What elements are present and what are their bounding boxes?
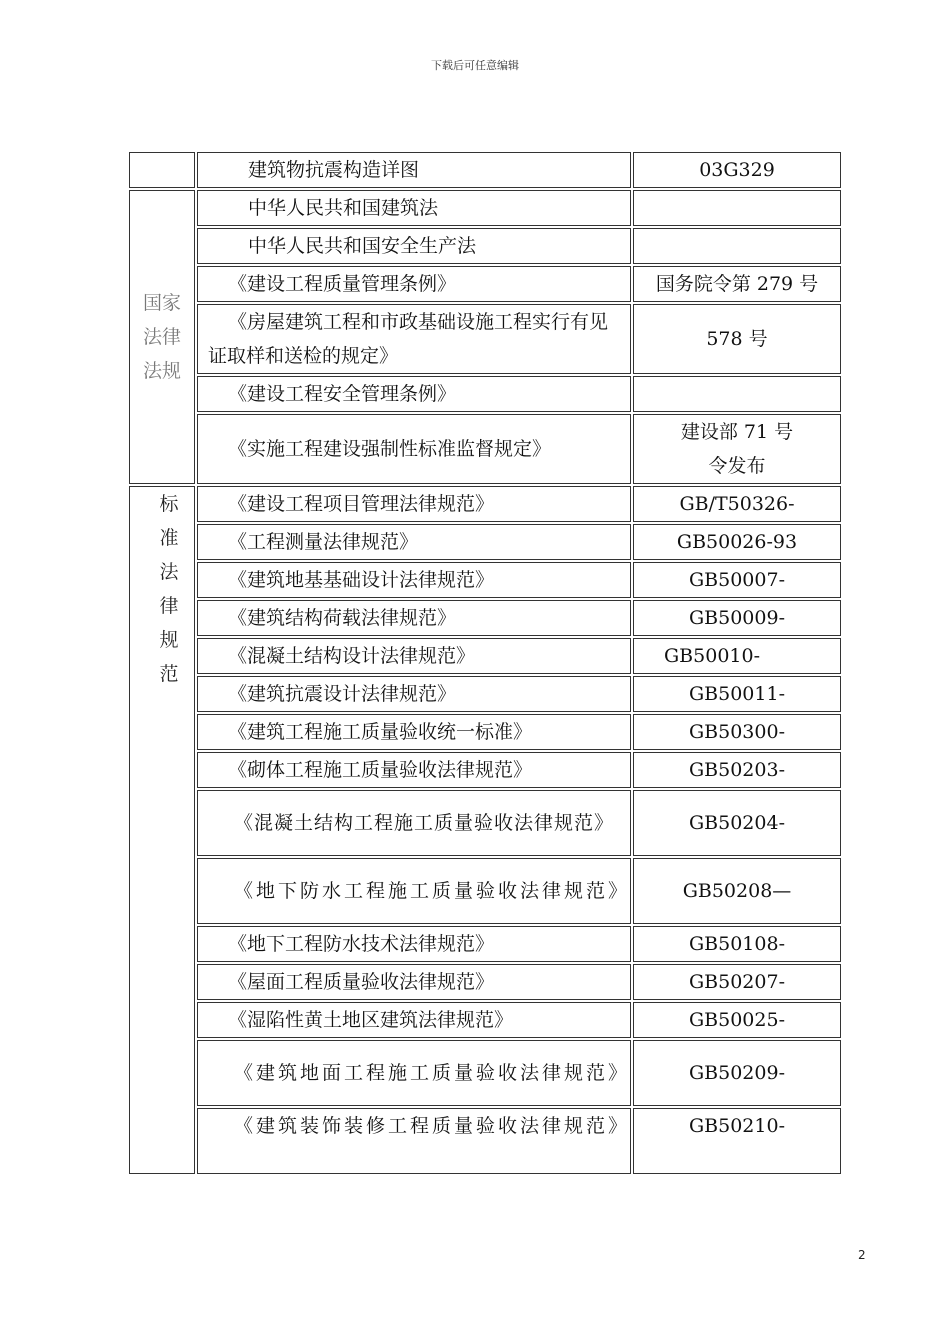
table-row (129, 486, 841, 522)
regulation-code: GB50007- (633, 562, 841, 598)
table-row (129, 190, 841, 226)
regulation-name: 《房屋建筑工程和市政基础设施工程实行有见证取样和送检的规定》 (197, 304, 631, 374)
regulation-code: GB50025- (633, 1002, 841, 1038)
regulation-code: GB50026-93 (633, 524, 841, 560)
regulation-code: 578 号 (633, 304, 841, 374)
regulation-code: GB50010- (633, 638, 841, 674)
regulation-code: GB50210- (633, 1108, 841, 1174)
code-line: 令发布 (708, 455, 766, 477)
table-row (129, 858, 841, 924)
category-line: 法 (159, 561, 179, 583)
regulation-code (633, 414, 841, 484)
table-row (129, 304, 841, 374)
category-line: 国家 (142, 292, 181, 314)
regulation-name: 《建设工程质量管理条例》 (197, 266, 631, 302)
category-line: 标 (159, 493, 179, 515)
regulation-name: 《建筑结构荷载法律规范》 (197, 600, 631, 636)
regulations-table (127, 150, 843, 1176)
regulation-name: 《建筑装饰装修工程质量验收法律规范》 (197, 1108, 631, 1174)
regulation-code: GB/T50326- (633, 486, 841, 522)
regulation-name: 《建筑抗震设计法律规范》 (197, 676, 631, 712)
table-row (129, 562, 841, 598)
table-row (129, 638, 841, 674)
table-row (129, 964, 841, 1000)
table-row (129, 790, 841, 856)
regulation-code: GB50204- (633, 790, 841, 856)
regulation-name: 《湿陷性黄土地区建筑法律规范》 (197, 1002, 631, 1038)
regulation-name: 《砌体工程施工质量验收法律规范》 (197, 752, 631, 788)
table-row (129, 600, 841, 636)
regulation-code (633, 376, 841, 412)
code-line: 建设部 71 号 (680, 421, 794, 443)
page-number: 2 (858, 1248, 866, 1262)
regulation-name: 《建筑地面工程施工质量验收法律规范》 (197, 1040, 631, 1106)
regulation-code: GB50208— (633, 858, 841, 924)
table-row (129, 926, 841, 962)
category-laws (129, 190, 195, 484)
category-cell (129, 152, 195, 188)
regulation-name: 《地下工程防水技术法律规范》 (197, 926, 631, 962)
category-line: 律 (159, 595, 179, 617)
regulation-name: 中华人民共和国建筑法 (197, 190, 631, 226)
table-row (129, 228, 841, 264)
table-row (129, 1040, 841, 1106)
regulation-name: 《建筑工程施工质量验收统一标准》 (197, 714, 631, 750)
regulation-name: 建筑物抗震构造详图 (197, 152, 631, 188)
regulation-code: GB50300- (633, 714, 841, 750)
regulation-code: GB50011- (633, 676, 841, 712)
table-row (129, 752, 841, 788)
table-row (129, 376, 841, 412)
table-row (129, 266, 841, 302)
regulation-name: 中华人民共和国安全生产法 (197, 228, 631, 264)
regulation-name: 《混凝土结构设计法律规范》 (197, 638, 631, 674)
regulation-name: 《工程测量法律规范》 (197, 524, 631, 560)
regulation-name: 《实施工程建设强制性标准监督规定》 (197, 414, 631, 484)
regulation-name: 《地下防水工程施工质量验收法律规范》 (197, 858, 631, 924)
category-line: 范 (159, 663, 179, 685)
regulation-code: GB50209- (633, 1040, 841, 1106)
table-row (129, 1108, 841, 1174)
regulation-code: GB50203- (633, 752, 841, 788)
table-row (129, 676, 841, 712)
regulation-name: 《建筑地基基础设计法律规范》 (197, 562, 631, 598)
regulation-name: 《建设工程项目管理法律规范》 (197, 486, 631, 522)
table-row (129, 524, 841, 560)
regulation-code (633, 228, 841, 264)
table-row (129, 152, 841, 188)
regulation-name: 《建设工程安全管理条例》 (197, 376, 631, 412)
regulation-code: 03G329 (633, 152, 841, 188)
category-line: 法规 (142, 360, 181, 382)
regulation-code: GB50207- (633, 964, 841, 1000)
category-standards (129, 486, 195, 1174)
regulation-name: 《混凝土结构工程施工质量验收法律规范》 (197, 790, 631, 856)
category-line: 准 (159, 527, 179, 549)
regulation-code: 国务院令第 279 号 (633, 266, 841, 302)
table-row (129, 1002, 841, 1038)
table-row (129, 714, 841, 750)
regulation-name: 《屋面工程质量验收法律规范》 (197, 964, 631, 1000)
regulation-code (633, 190, 841, 226)
regulation-code: GB50108- (633, 926, 841, 962)
category-line: 法律 (142, 326, 181, 348)
category-line: 规 (159, 629, 179, 651)
regulation-code: GB50009- (633, 600, 841, 636)
page-header: 下载后可任意编辑 (431, 59, 519, 72)
table-row (129, 414, 841, 484)
